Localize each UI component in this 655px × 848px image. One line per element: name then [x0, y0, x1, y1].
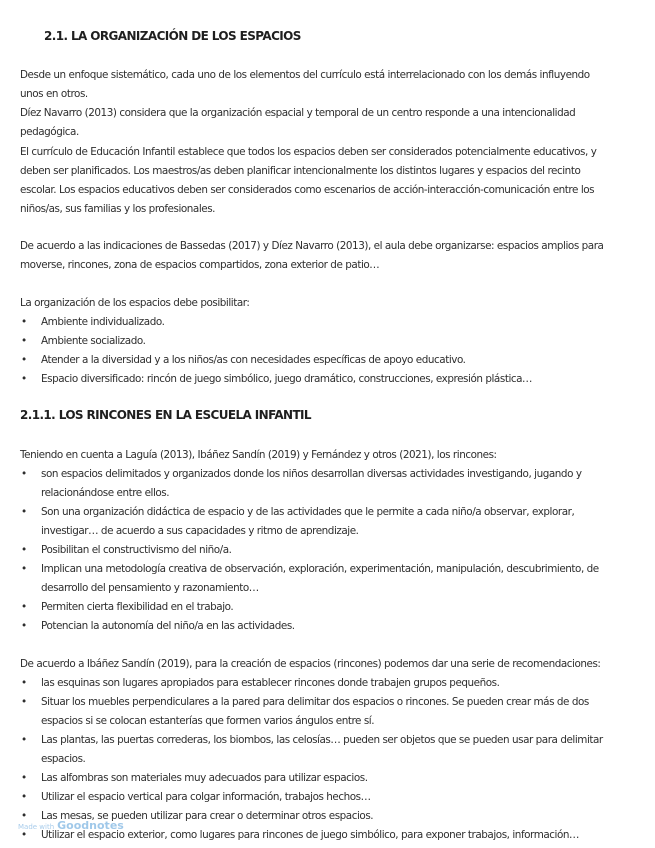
bullet-glyph: •: [21, 335, 27, 347]
list-item: [20, 674, 610, 693]
list-item: [20, 541, 610, 560]
list-item: [20, 617, 610, 636]
list-item: [20, 503, 610, 541]
watermark-brand: Goodnotes: [57, 819, 124, 832]
bullet-glyph: •: [21, 563, 27, 575]
list-item-text: Ambiente socializado.: [41, 335, 146, 347]
bullet-glyph: •: [21, 772, 27, 784]
list-item-text: Potencian la autonomía del niño/a en las actividades.: [41, 620, 295, 632]
list-item: [20, 560, 610, 598]
list-item-text: Las mesas, se pueden utilizar para crear o determinar otros espacios.: [41, 810, 374, 822]
goodnotes-watermark: [18, 819, 124, 832]
list-item: [20, 351, 610, 370]
bullet-glyph: •: [21, 506, 27, 518]
paragraph-rincones-intro: Teniendo en cuenta a Laguía (2013), Ibáñez Sandín (2019) y Fernández y otros (2021), los rincones:: [20, 449, 497, 461]
paragraph-bassedas: De acuerdo a las indicaciones de Bassedas (2017) y Díez Navarro (2013), el aula debe organizarse: espacios amplios para moverse, rincones, zona de espacios compartidos, zona exterior de patio…: [20, 240, 604, 271]
list-item-text: Utilizar el espacio vertical para colgar información, trabajos hechos…: [41, 791, 371, 803]
list-item-text: Son una organización didáctica de espacio y de las actividades que le permite a cada niño/a observar, explorar, investigar… de acuerdo a sus capacidades y ritmo de aprendizaje.: [41, 506, 575, 537]
bullet-glyph: •: [21, 829, 27, 841]
list-item: [20, 693, 610, 731]
list-item: [20, 332, 610, 351]
list-item: [20, 313, 610, 332]
bullet-glyph: •: [21, 620, 27, 632]
paragraph-curriculo: El currículo de Educación Infantil establece que todos los espacios deben ser considerados potencialmente educativos, y deben ser planificados. Los maestros/as deben planificar intencionalmente los distintos lugares y espacios del recinto escolar. Los espacios educativos deben ser considerados como escenarios de acción-interacción-comunicación entre los niños/as, sus familias y los profesionales.: [20, 146, 597, 215]
bullet-glyph: •: [21, 373, 27, 385]
list-rincones: [20, 465, 610, 636]
paragraph-recomendaciones-intro: De acuerdo a Ibáñez Sandín (2019), para la creación de espacios (rincones) podemos dar una serie de recomendaciones:: [20, 658, 601, 670]
list-item: [20, 465, 610, 503]
paragraph-diez-navarro: Díez Navarro (2013) considera que la organización espacial y temporal de un centro responde a una intencionalidad pedagógica.: [20, 107, 576, 138]
list-item: [20, 731, 610, 769]
list-item-text: son espacios delimitados y organizados donde los niños desarrollan diversas actividades investigando, jugando y relacionándose entre ellos.: [41, 468, 582, 499]
paragraph-enfoque: Desde un enfoque sistemático, cada uno de los elementos del currículo está interrelacionado con los demás influyendo unos en otros.: [20, 69, 590, 100]
bullet-glyph: •: [21, 734, 27, 746]
list-item-text: Permiten cierta flexibilidad en el trabajo.: [41, 601, 234, 613]
bullet-glyph: •: [21, 601, 27, 613]
list-item-text: Situar los muebles perpendiculares a la pared para delimitar dos espacios o rincones. Se pueden crear más de dos espacios si se colocan estanterías que formen varios ángulos entre sí.: [41, 696, 589, 727]
bullet-glyph: •: [21, 316, 27, 328]
bullet-glyph: •: [21, 791, 27, 803]
list-item-text: Posibilitan el constructivismo del niño/a.: [41, 544, 232, 556]
list-item-text: las esquinas son lugares apropiados para establecer rincones donde trabajen grupos pequeños.: [41, 677, 500, 689]
bullet-glyph: •: [21, 810, 27, 822]
list-item: [20, 370, 610, 389]
list-item-text: Las alfombras son materiales muy adecuados para utilizar espacios.: [41, 772, 368, 784]
bullet-glyph: •: [21, 544, 27, 556]
bullet-glyph: •: [21, 677, 27, 689]
list-possibilitar: [20, 313, 610, 389]
list-item-text: Las plantas, las puertas correderas, los biombos, las celosías… pueden ser objetos que se pueden usar para delimitar espacios.: [41, 734, 603, 765]
list-item: [20, 788, 610, 807]
list-item-text: Espacio diversificado: rincón de juego simbólico, juego dramático, construcciones, expresión plástica…: [41, 373, 532, 385]
bullet-glyph: •: [21, 696, 27, 708]
list-item: [20, 769, 610, 788]
list-item-text: Implican una metodología creativa de observación, exploración, experimentación, manipulación, descubrimiento, de desarrollo del pensamiento y razonamiento…: [41, 563, 599, 594]
bullet-glyph: •: [21, 468, 27, 480]
bullet-glyph: •: [21, 354, 27, 366]
paragraph-organizacion-intro: La organización de los espacios debe posibilitar:: [20, 297, 250, 309]
list-item: [20, 598, 610, 617]
list-item-text: Utilizar el espacio exterior, como lugares para rincones de juego simbólico, para exponer trabajos, información…: [41, 829, 579, 841]
subsection-title: 2.1.1. LOS RINCONES EN LA ESCUELA INFANTIL: [20, 408, 311, 422]
section-title: 2.1. LA ORGANIZACIÓN DE LOS ESPACIOS: [44, 29, 301, 43]
watermark-prefix: Made with: [18, 823, 55, 831]
list-item-text: Atender a la diversidad y a los niños/as con necesidades específicas de apoyo educativo.: [41, 354, 466, 366]
list-item-text: Ambiente individualizado.: [41, 316, 165, 328]
